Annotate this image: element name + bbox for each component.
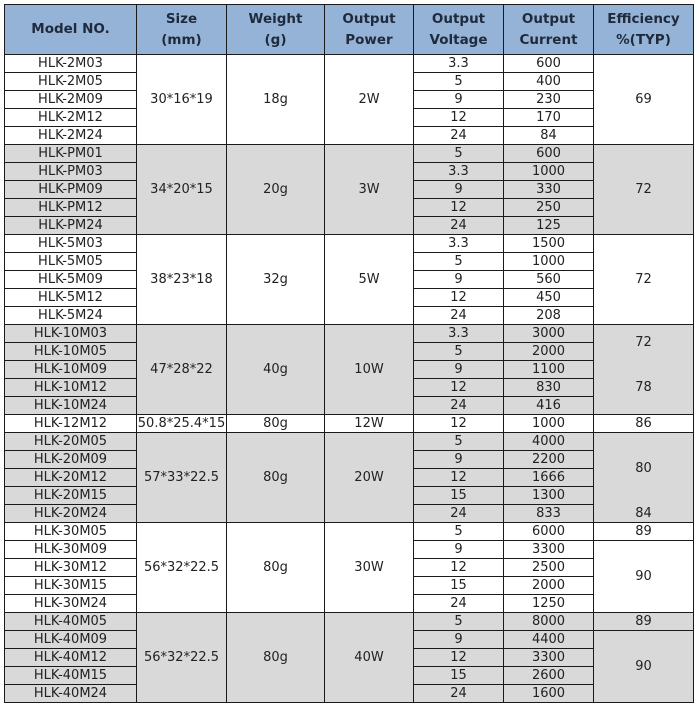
cell-current: 450 <box>504 289 594 307</box>
cell-power: 2W <box>325 55 414 145</box>
cell-current: 8000 <box>504 613 594 631</box>
cell-voltage: 24 <box>414 217 504 235</box>
cell-current: 6000 <box>504 523 594 541</box>
cell-model: HLK-5M05 <box>5 253 137 271</box>
cell-model: HLK-20M15 <box>5 487 137 505</box>
cell-voltage: 24 <box>414 127 504 145</box>
cell-voltage: 24 <box>414 397 504 415</box>
cell-model: HLK-40M12 <box>5 649 137 667</box>
cell-current: 230 <box>504 91 594 109</box>
cell-efficiency: 90 <box>594 631 694 703</box>
header-model <box>5 5 137 55</box>
cell-model: HLK-2M03 <box>5 55 137 73</box>
cell-model: HLK-20M12 <box>5 469 137 487</box>
cell-voltage: 9 <box>414 631 504 649</box>
cell-size: 56*32*22.5 <box>137 523 227 613</box>
cell-current: 1500 <box>504 235 594 253</box>
cell-voltage: 24 <box>414 595 504 613</box>
cell-voltage: 12 <box>414 289 504 307</box>
cell-model: HLK-40M15 <box>5 667 137 685</box>
cell-size: 30*16*19 <box>137 55 227 145</box>
cell-size: 47*28*22 <box>137 325 227 415</box>
cell-model: HLK-5M12 <box>5 289 137 307</box>
cell-current: 560 <box>504 271 594 289</box>
header-size-l1: Size <box>165 10 198 27</box>
header-efficiency <box>594 5 694 55</box>
cell-current: 830 <box>504 379 594 397</box>
cell-efficiency: 72 <box>594 145 694 235</box>
spec-table <box>4 4 694 703</box>
cell-voltage: 5 <box>414 343 504 361</box>
cell-power: 10W <box>325 325 414 415</box>
cell-model: HLK-30M15 <box>5 577 137 595</box>
cell-model: HLK-40M05 <box>5 613 137 631</box>
cell-power: 5W <box>325 235 414 325</box>
cell-model: HLK-5M09 <box>5 271 137 289</box>
cell-model: HLK-20M09 <box>5 451 137 469</box>
header-power-l2: Power <box>345 31 393 48</box>
cell-voltage: 9 <box>414 361 504 379</box>
cell-voltage: 3.3 <box>414 235 504 253</box>
cell-current: 1100 <box>504 361 594 379</box>
cell-current: 2000 <box>504 577 594 595</box>
cell-weight: 20g <box>227 145 325 235</box>
header-voltage-l1: Output <box>431 10 486 27</box>
cell-current: 1600 <box>504 685 594 703</box>
header-current-l2: Current <box>519 31 578 48</box>
cell-model: HLK-10M03 <box>5 325 137 343</box>
cell-model: HLK-5M03 <box>5 235 137 253</box>
header-weight-l1: Weight <box>248 10 303 27</box>
table-row <box>5 415 694 433</box>
cell-voltage: 15 <box>414 487 504 505</box>
cell-model: HLK-5M24 <box>5 307 137 325</box>
cell-model: HLK-10M05 <box>5 343 137 361</box>
cell-model: HLK-PM24 <box>5 217 137 235</box>
cell-efficiency: 84 <box>594 505 694 523</box>
cell-current: 1000 <box>504 163 594 181</box>
cell-model: HLK-30M24 <box>5 595 137 613</box>
cell-voltage: 12 <box>414 109 504 127</box>
table-body <box>5 55 694 703</box>
cell-voltage: 9 <box>414 181 504 199</box>
cell-voltage: 5 <box>414 613 504 631</box>
cell-efficiency: 80 <box>594 433 694 505</box>
cell-efficiency: 69 <box>594 55 694 145</box>
cell-current: 600 <box>504 55 594 73</box>
header-size-l2: (mm) <box>161 31 202 48</box>
cell-model: HLK-30M12 <box>5 559 137 577</box>
cell-power: 30W <box>325 523 414 613</box>
cell-model: HLK-2M09 <box>5 91 137 109</box>
header-current-l1: Output <box>521 10 576 27</box>
cell-current: 3000 <box>504 325 594 343</box>
table-row <box>5 235 694 253</box>
cell-current: 1666 <box>504 469 594 487</box>
cell-voltage: 9 <box>414 541 504 559</box>
cell-current: 84 <box>504 127 594 145</box>
cell-model: HLK-PM03 <box>5 163 137 181</box>
cell-weight: 40g <box>227 325 325 415</box>
header-row <box>5 5 694 55</box>
cell-voltage: 3.3 <box>414 163 504 181</box>
header-current <box>504 5 594 55</box>
cell-voltage: 24 <box>414 505 504 523</box>
header-efficiency-l1: Efficiency <box>607 10 680 27</box>
cell-voltage: 12 <box>414 199 504 217</box>
cell-current: 833 <box>504 505 594 523</box>
cell-model: HLK-PM09 <box>5 181 137 199</box>
cell-power: 12W <box>325 415 414 433</box>
cell-efficiency: 72 <box>594 325 694 361</box>
cell-current: 1300 <box>504 487 594 505</box>
cell-voltage: 15 <box>414 667 504 685</box>
cell-weight: 80g <box>227 415 325 433</box>
cell-model: HLK-10M12 <box>5 379 137 397</box>
cell-voltage: 5 <box>414 73 504 91</box>
table-row <box>5 523 694 541</box>
cell-current: 2200 <box>504 451 594 469</box>
cell-current: 2500 <box>504 559 594 577</box>
cell-voltage: 5 <box>414 253 504 271</box>
cell-weight: 80g <box>227 523 325 613</box>
table-row <box>5 613 694 631</box>
cell-model: HLK-40M24 <box>5 685 137 703</box>
cell-voltage: 12 <box>414 469 504 487</box>
cell-efficiency: 72 <box>594 235 694 325</box>
cell-model: HLK-2M24 <box>5 127 137 145</box>
header-voltage-l2: Voltage <box>429 31 488 48</box>
header-model-label: Model NO. <box>31 21 110 37</box>
cell-model: HLK-40M09 <box>5 631 137 649</box>
header-efficiency-l2: %(TYP) <box>616 31 671 48</box>
cell-current: 4000 <box>504 433 594 451</box>
cell-model: HLK-PM01 <box>5 145 137 163</box>
cell-weight: 18g <box>227 55 325 145</box>
cell-power: 3W <box>325 145 414 235</box>
cell-power: 40W <box>325 613 414 703</box>
header-power <box>325 5 414 55</box>
cell-voltage: 24 <box>414 307 504 325</box>
cell-model: HLK-30M05 <box>5 523 137 541</box>
cell-voltage: 9 <box>414 91 504 109</box>
cell-current: 208 <box>504 307 594 325</box>
cell-current: 600 <box>504 145 594 163</box>
cell-efficiency: 78 <box>594 361 694 415</box>
cell-current: 125 <box>504 217 594 235</box>
cell-size: 57*33*22.5 <box>137 433 227 523</box>
cell-model: HLK-2M05 <box>5 73 137 91</box>
cell-efficiency: 86 <box>594 415 694 433</box>
cell-model: HLK-20M24 <box>5 505 137 523</box>
header-size <box>137 5 227 55</box>
cell-voltage: 5 <box>414 523 504 541</box>
cell-model: HLK-2M12 <box>5 109 137 127</box>
cell-voltage: 12 <box>414 559 504 577</box>
cell-voltage: 5 <box>414 145 504 163</box>
cell-current: 330 <box>504 181 594 199</box>
cell-weight: 80g <box>227 433 325 523</box>
cell-voltage: 9 <box>414 271 504 289</box>
cell-voltage: 9 <box>414 451 504 469</box>
cell-voltage: 12 <box>414 379 504 397</box>
cell-size: 50.8*25.4*15 <box>137 415 226 431</box>
cell-current: 4400 <box>504 631 594 649</box>
cell-power: 20W <box>325 433 414 523</box>
header-weight <box>227 5 325 55</box>
cell-current: 3300 <box>504 649 594 667</box>
cell-model: HLK-30M09 <box>5 541 137 559</box>
cell-model: HLK-20M05 <box>5 433 137 451</box>
cell-voltage: 3.3 <box>414 325 504 343</box>
cell-model: HLK-10M24 <box>5 397 137 415</box>
cell-current: 400 <box>504 73 594 91</box>
cell-voltage: 12 <box>414 415 504 433</box>
cell-current: 2600 <box>504 667 594 685</box>
cell-voltage: 15 <box>414 577 504 595</box>
cell-efficiency: 90 <box>594 541 694 613</box>
table-row <box>5 145 694 163</box>
cell-voltage: 12 <box>414 649 504 667</box>
cell-efficiency: 89 <box>594 523 694 541</box>
cell-model: HLK-PM12 <box>5 199 137 217</box>
cell-current: 1250 <box>504 595 594 613</box>
cell-current: 3300 <box>504 541 594 559</box>
cell-size: 38*23*18 <box>137 235 227 325</box>
cell-current: 1000 <box>504 253 594 271</box>
cell-efficiency: 89 <box>594 613 694 631</box>
header-power-l1: Output <box>342 10 396 27</box>
cell-model: HLK-12M12 <box>5 415 137 433</box>
cell-current: 170 <box>504 109 594 127</box>
cell-size: 34*20*15 <box>137 145 227 235</box>
cell-voltage: 5 <box>414 433 504 451</box>
cell-voltage: 24 <box>414 685 504 703</box>
table-row <box>5 55 694 73</box>
cell-current: 1000 <box>504 415 594 433</box>
table-row <box>5 325 694 343</box>
cell-current: 250 <box>504 199 594 217</box>
header-voltage <box>414 5 504 55</box>
cell-current: 416 <box>504 397 594 415</box>
cell-model: HLK-10M09 <box>5 361 137 379</box>
table-row <box>5 433 694 451</box>
header-weight-l2: (g) <box>264 31 287 48</box>
cell-weight: 80g <box>227 613 325 703</box>
cell-weight: 32g <box>227 235 325 325</box>
cell-current: 2000 <box>504 343 594 361</box>
cell-voltage: 3.3 <box>414 55 504 73</box>
cell-size: 56*32*22.5 <box>137 613 227 703</box>
